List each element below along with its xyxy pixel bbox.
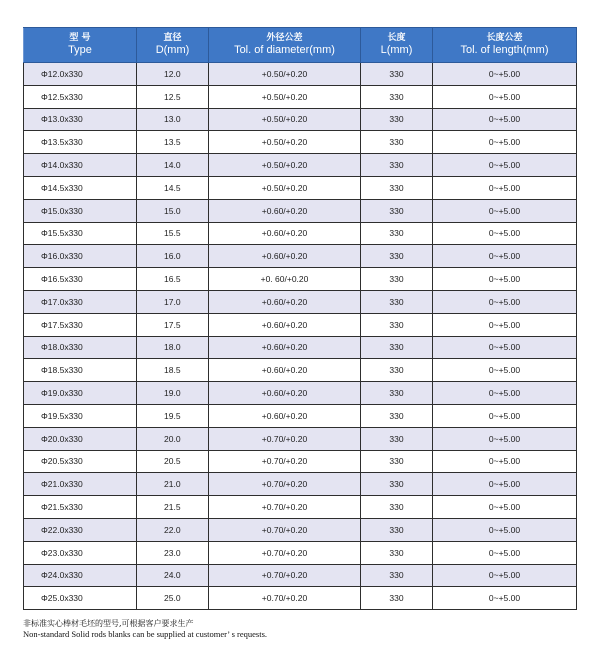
cell-diameter: 17.0 [137, 290, 209, 313]
cell-diameter: 16.0 [137, 245, 209, 268]
cell-length: 330 [361, 199, 433, 222]
table-row [24, 131, 577, 154]
cell-diameter: 24.0 [137, 564, 209, 587]
cell-tol-diameter: +0.60/+0.20 [209, 404, 361, 427]
spec-table-container [23, 27, 576, 610]
table-row [24, 473, 577, 496]
cell-type: Φ19.5x330 [24, 404, 137, 427]
cell-length: 330 [361, 176, 433, 199]
table-row [24, 564, 577, 587]
cell-type: Φ12.0x330 [24, 63, 137, 86]
table-row [24, 63, 577, 86]
table-header [24, 28, 577, 63]
cell-length: 330 [361, 290, 433, 313]
cell-length: 330 [361, 473, 433, 496]
header-tol-length [433, 28, 577, 63]
cell-tol-length: 0~+5.00 [433, 63, 577, 86]
footnote [23, 618, 583, 640]
cell-length: 330 [361, 63, 433, 86]
table-row [24, 518, 577, 541]
cell-type: Φ14.5x330 [24, 176, 137, 199]
cell-type: Φ19.0x330 [24, 382, 137, 405]
table-row [24, 541, 577, 564]
table-row [24, 176, 577, 199]
cell-tol-length: 0~+5.00 [433, 359, 577, 382]
cell-tol-diameter: +0.70/+0.20 [209, 587, 361, 610]
cell-length: 330 [361, 108, 433, 131]
cell-diameter: 23.0 [137, 541, 209, 564]
cell-type: Φ17.0x330 [24, 290, 137, 313]
cell-tol-diameter: +0.60/+0.20 [209, 382, 361, 405]
cell-diameter: 18.0 [137, 336, 209, 359]
cell-tol-diameter: +0.70/+0.20 [209, 518, 361, 541]
cell-diameter: 14.0 [137, 154, 209, 177]
cell-tol-diameter: +0.70/+0.20 [209, 473, 361, 496]
header-tol-length-en: Tol. of length(mm) [460, 44, 549, 56]
cell-length: 330 [361, 587, 433, 610]
header-length-zh: 长度 [387, 33, 406, 43]
table-row [24, 450, 577, 473]
cell-tol-length: 0~+5.00 [433, 222, 577, 245]
cell-length: 330 [361, 131, 433, 154]
cell-diameter: 21.0 [137, 473, 209, 496]
cell-diameter: 12.5 [137, 85, 209, 108]
table-row [24, 496, 577, 519]
cell-tol-diameter: +0.70/+0.20 [209, 564, 361, 587]
cell-length: 330 [361, 518, 433, 541]
header-tol-diameter [209, 28, 361, 63]
cell-type: Φ22.0x330 [24, 518, 137, 541]
cell-tol-length: 0~+5.00 [433, 541, 577, 564]
cell-diameter: 17.5 [137, 313, 209, 336]
header-tol-diameter-en: Tol. of diameter(mm) [234, 44, 335, 56]
cell-tol-diameter: +0.60/+0.20 [209, 290, 361, 313]
cell-diameter: 21.5 [137, 496, 209, 519]
cell-tol-length: 0~+5.00 [433, 268, 577, 291]
cell-type: Φ24.0x330 [24, 564, 137, 587]
table-row [24, 313, 577, 336]
header-row [24, 28, 577, 63]
cell-type: Φ21.5x330 [24, 496, 137, 519]
cell-tol-diameter: +0.60/+0.20 [209, 313, 361, 336]
cell-diameter: 25.0 [137, 587, 209, 610]
cell-length: 330 [361, 450, 433, 473]
header-tol-diameter-zh: 外径公差 [266, 33, 303, 43]
cell-diameter: 14.5 [137, 176, 209, 199]
cell-tol-length: 0~+5.00 [433, 245, 577, 268]
header-length [361, 28, 433, 63]
cell-tol-diameter: +0.50/+0.20 [209, 63, 361, 86]
cell-tol-length: 0~+5.00 [433, 336, 577, 359]
cell-length: 330 [361, 336, 433, 359]
cell-length: 330 [361, 382, 433, 405]
table-row [24, 199, 577, 222]
cell-length: 330 [361, 496, 433, 519]
cell-diameter: 13.0 [137, 108, 209, 131]
cell-length: 330 [361, 85, 433, 108]
cell-type: Φ18.0x330 [24, 336, 137, 359]
cell-type: Φ14.0x330 [24, 154, 137, 177]
table-row [24, 85, 577, 108]
cell-length: 330 [361, 154, 433, 177]
cell-length: 330 [361, 427, 433, 450]
cell-tol-diameter: +0.60/+0.20 [209, 222, 361, 245]
cell-tol-diameter: +0.50/+0.20 [209, 176, 361, 199]
cell-type: Φ15.5x330 [24, 222, 137, 245]
cell-diameter: 22.0 [137, 518, 209, 541]
cell-diameter: 18.5 [137, 359, 209, 382]
cell-length: 330 [361, 313, 433, 336]
cell-tol-length: 0~+5.00 [433, 131, 577, 154]
cell-tol-length: 0~+5.00 [433, 290, 577, 313]
cell-type: Φ23.0x330 [24, 541, 137, 564]
cell-type: Φ17.5x330 [24, 313, 137, 336]
cell-length: 330 [361, 222, 433, 245]
cell-tol-diameter: +0.60/+0.20 [209, 336, 361, 359]
header-diameter-en: D(mm) [155, 44, 190, 56]
footnote-en: Non-standard Solid rods blanks can be supplied at customer’ s requests. [23, 629, 268, 639]
cell-tol-length: 0~+5.00 [433, 496, 577, 519]
header-diameter-zh: 直径 [163, 33, 182, 43]
cell-tol-diameter: +0.50/+0.20 [209, 154, 361, 177]
header-type-zh: 型 号 [69, 33, 91, 43]
cell-tol-length: 0~+5.00 [433, 427, 577, 450]
header-tol-length-zh: 长度公差 [486, 33, 523, 43]
cell-length: 330 [361, 268, 433, 291]
cell-diameter: 15.5 [137, 222, 209, 245]
cell-length: 330 [361, 404, 433, 427]
cell-type: Φ18.5x330 [24, 359, 137, 382]
header-type-en: Type [68, 44, 92, 56]
cell-tol-length: 0~+5.00 [433, 404, 577, 427]
cell-diameter: 20.0 [137, 427, 209, 450]
table-row [24, 268, 577, 291]
cell-tol-diameter: +0.70/+0.20 [209, 450, 361, 473]
cell-tol-diameter: +0. 60/+0.20 [209, 268, 361, 291]
cell-tol-diameter: +0.60/+0.20 [209, 245, 361, 268]
cell-type: Φ20.0x330 [24, 427, 137, 450]
cell-length: 330 [361, 359, 433, 382]
cell-tol-diameter: +0.50/+0.20 [209, 85, 361, 108]
cell-type: Φ16.5x330 [24, 268, 137, 291]
table-row [24, 382, 577, 405]
cell-tol-diameter: +0.70/+0.20 [209, 427, 361, 450]
cell-tol-length: 0~+5.00 [433, 176, 577, 199]
cell-diameter: 15.0 [137, 199, 209, 222]
cell-diameter: 19.5 [137, 404, 209, 427]
cell-tol-length: 0~+5.00 [433, 450, 577, 473]
header-type [24, 28, 137, 63]
cell-type: Φ16.0x330 [24, 245, 137, 268]
table-row [24, 108, 577, 131]
cell-tol-diameter: +0.70/+0.20 [209, 496, 361, 519]
cell-tol-length: 0~+5.00 [433, 587, 577, 610]
table-row [24, 154, 577, 177]
cell-tol-diameter: +0.50/+0.20 [209, 108, 361, 131]
cell-type: Φ21.0x330 [24, 473, 137, 496]
table-row [24, 336, 577, 359]
cell-diameter: 13.5 [137, 131, 209, 154]
table-row [24, 427, 577, 450]
footnote-zh: 非标准实心棒材毛坯的型号,可根据客户要求生产 [23, 619, 194, 628]
cell-tol-diameter: +0.60/+0.20 [209, 199, 361, 222]
cell-type: Φ12.5x330 [24, 85, 137, 108]
header-diameter [137, 28, 209, 63]
cell-diameter: 12.0 [137, 63, 209, 86]
table-row [24, 359, 577, 382]
table-row [24, 245, 577, 268]
spec-table [23, 27, 577, 610]
table-row [24, 587, 577, 610]
cell-type: Φ25.0x330 [24, 587, 137, 610]
table-row [24, 222, 577, 245]
cell-type: Φ20.5x330 [24, 450, 137, 473]
cell-diameter: 20.5 [137, 450, 209, 473]
cell-diameter: 19.0 [137, 382, 209, 405]
cell-tol-length: 0~+5.00 [433, 518, 577, 541]
cell-tol-length: 0~+5.00 [433, 108, 577, 131]
cell-tol-length: 0~+5.00 [433, 382, 577, 405]
cell-tol-length: 0~+5.00 [433, 199, 577, 222]
cell-type: Φ13.0x330 [24, 108, 137, 131]
header-length-en: L(mm) [380, 44, 413, 56]
cell-length: 330 [361, 245, 433, 268]
cell-tol-length: 0~+5.00 [433, 85, 577, 108]
cell-tol-diameter: +0.70/+0.20 [209, 541, 361, 564]
cell-length: 330 [361, 541, 433, 564]
cell-tol-diameter: +0.50/+0.20 [209, 131, 361, 154]
cell-type: Φ13.5x330 [24, 131, 137, 154]
cell-diameter: 16.5 [137, 268, 209, 291]
cell-tol-length: 0~+5.00 [433, 154, 577, 177]
cell-tol-length: 0~+5.00 [433, 313, 577, 336]
cell-tol-diameter: +0.60/+0.20 [209, 359, 361, 382]
table-row [24, 404, 577, 427]
cell-length: 330 [361, 564, 433, 587]
cell-tol-length: 0~+5.00 [433, 564, 577, 587]
cell-type: Φ15.0x330 [24, 199, 137, 222]
table-body [24, 63, 577, 610]
cell-tol-length: 0~+5.00 [433, 473, 577, 496]
table-row [24, 290, 577, 313]
